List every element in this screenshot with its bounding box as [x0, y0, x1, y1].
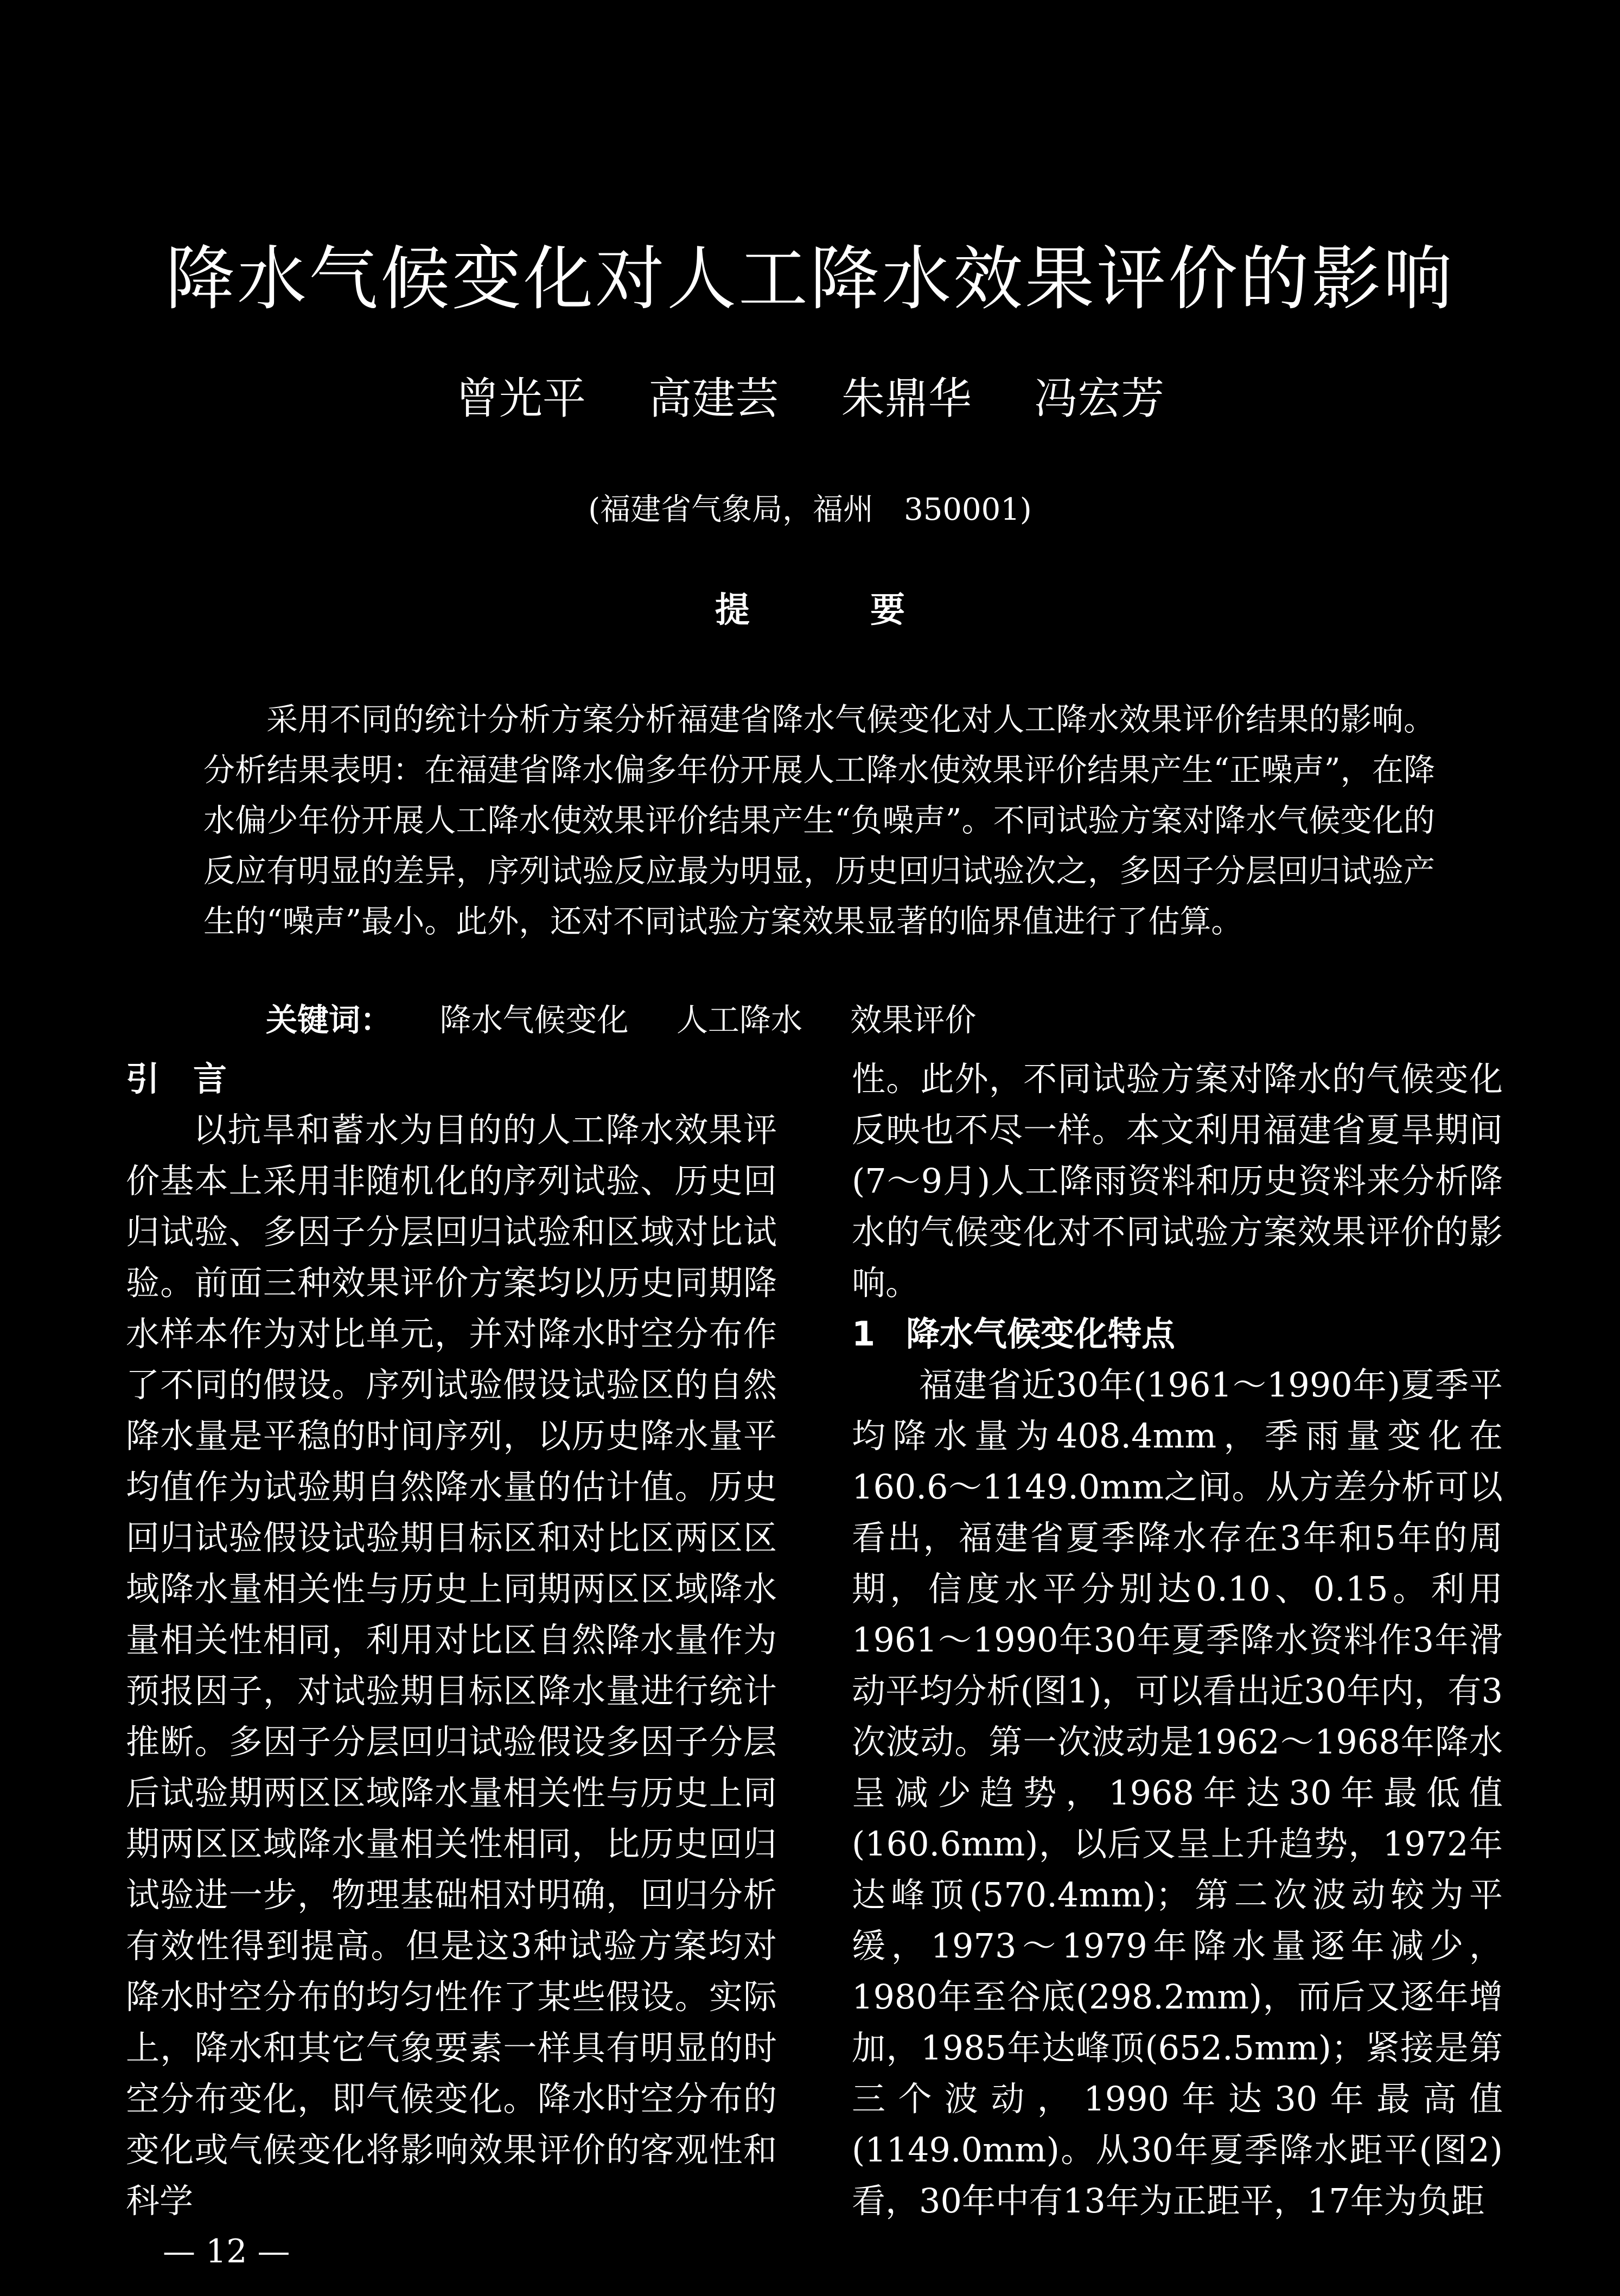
- section-paragraph: 福建省近30年(1961～1990年)夏季平均降水量为408.4mm，季雨量变化在160.6～1149.0mm之间。从方差分析可以看出，福建省夏季降水存在3年和5年的周期，信度水平分别达0.10、0.15。利用1961～1990年30年夏季降水资料作3年滑动平均分析(图1)，可以看出近30年内，有3次波动。第一次波动是1962～1968年降水呈减少趋势，1968年达30年最低值(160.6mm)，以后又呈上升趋势，1972年达峰顶(570.4mm)；第二次波动较为平缓，1973～1979年降水量逐年减少，1980年至谷底(298.2mm)，而后又逐年增加，1985年达峰顶(652.5mm)；紧接是第三个波动，1990年达30年最高值(1149.0mm)。从30年夏季降水距平(图2)看，30年中有13年为正距平，17年为负距: [852, 1365, 1503, 2221]
- keywords-label: 关键词：: [266, 1002, 392, 1038]
- author-name: 冯宏芳: [1034, 373, 1165, 424]
- intro-heading: 引 言: [126, 1059, 227, 1099]
- author-list: [0, 372, 1620, 426]
- affiliation: (福建省气象局，福州 350001): [588, 492, 1032, 527]
- right-column: [852, 1054, 1503, 2227]
- left-column: [126, 1054, 777, 2227]
- abstract-heading-char: 要: [870, 590, 905, 630]
- section-heading: [852, 1309, 1503, 1360]
- author-name: 朱鼎华: [841, 373, 972, 424]
- section-title: 降水气候变化特点: [906, 1314, 1176, 1354]
- keyword: 效果评价: [850, 1002, 977, 1038]
- abstract-text: 采用不同的统计分析方案分析福建省降水气候变化对人工降水效果评价结果的影响。分析结果表明：在福建省降水偏多年份开展人工降水使效果评价结果产生“正噪声”，在降水偏少年份开展人工降水使效果评价结果产生“负噪声”。不同试验方案对降水气候变化的反应有明显的差异，序列试验反应最为明显，历史回归试验次之，多因子分层回归试验产生的“噪声”最小。此外，还对不同试验方案效果显著的临界值进行了估算。: [203, 701, 1435, 940]
- section-number: 1: [852, 1314, 876, 1354]
- paper-title: 降水气候变化对人工降水效果评价的影响: [165, 239, 1455, 320]
- author-name: 曾光平: [455, 373, 586, 424]
- page-number: — 12 —: [163, 2233, 290, 2271]
- keyword: 人工降水: [676, 1002, 802, 1038]
- keyword: 降水气候变化: [439, 1002, 629, 1038]
- intro-paragraph: 以抗旱和蓄水为目的的人工降水效果评价基本上采用非随机化的序列试验、历史回归试验、多因子分层回归试验和区域对比试验。前面三种效果评价方案均以历史同期降水样本作为对比单元，并对降水时空分布作了不同的假设。序列试验假设试验区的自然降水量是平稳的时间序列，以历史降水量平均值作为试验期自然降水量的估计值。历史回归试验假设试验期目标区和对比区两区区域降水量相关性与历史上同期两区区域降水量相关性相同，利用对比区自然降水量作为预报因子，对试验期目标区降水量进行统计推断。多因子分层回归试验假设多因子分层后试验期两区区域降水量相关性与历史上同期两区区域降水量相关性相同，比历史回归试验进一步，物理基础相对明确，回归分析有效性得到提高。但是这3种试验方案均对降水时空分布的均匀性作了某些假设。实际上，降水和其它气象要素一样具有明显的时空分布变化，即气候变化。降水时空分布的变化或气候变化将影响效果评价的客观性和科学: [126, 1110, 777, 2221]
- abstract-heading: [0, 586, 1620, 635]
- abstract-heading-char: 提: [715, 590, 750, 630]
- intro-paragraph-continued: 性。此外，不同试验方案对降水的气候变化反映也不尽一样。本文利用福建省夏旱期间(7～9月)人工降雨资料和历史资料来分析降水的气候变化对不同试验方案效果评价的影响。: [852, 1059, 1503, 1303]
- keywords: [266, 996, 1459, 1044]
- author-name: 高建芸: [648, 373, 779, 424]
